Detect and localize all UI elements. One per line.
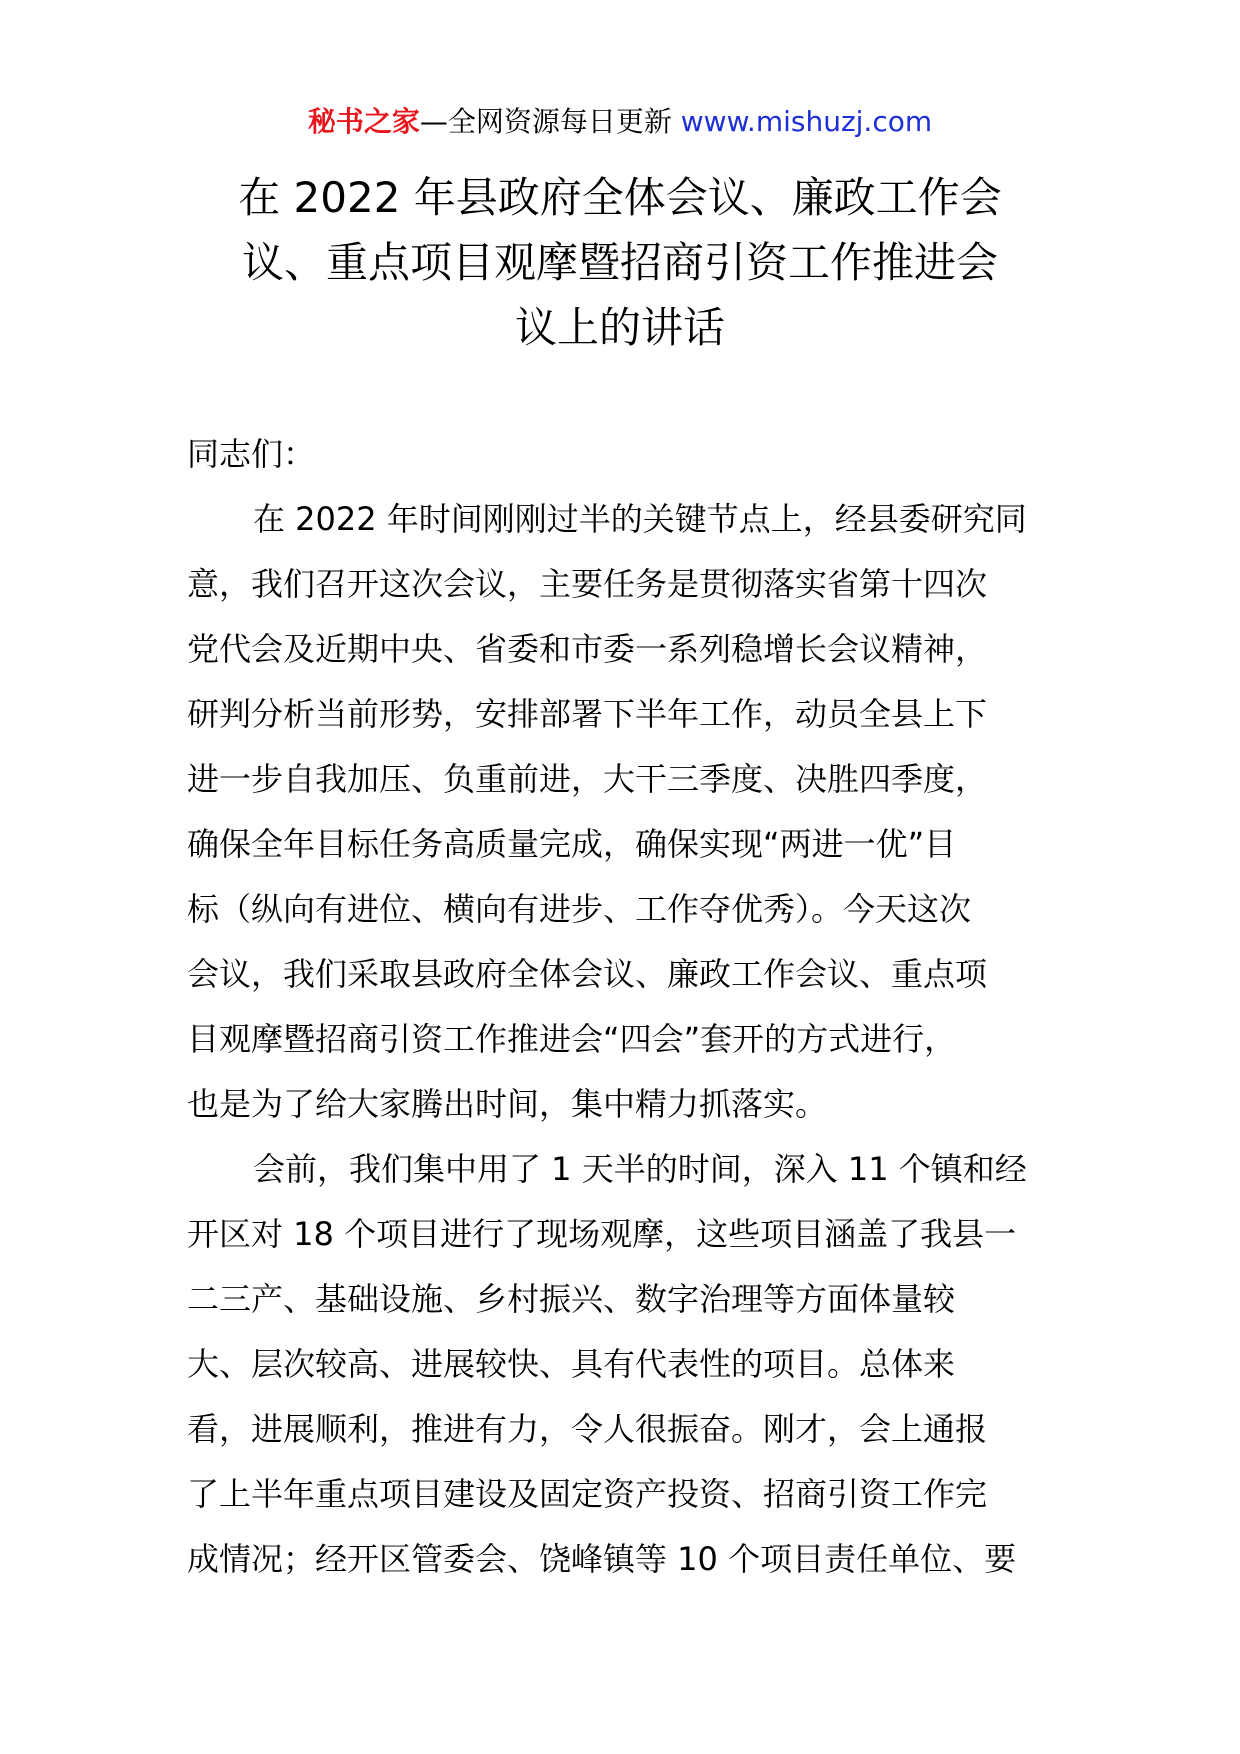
brand-name: 秘书之家	[307, 105, 420, 138]
paragraph	[187, 487, 1053, 1137]
document-body	[187, 422, 1053, 1592]
paragraph-line: 进一步自我加压、负重前进，大干三季度、决胜四季度，	[187, 760, 988, 798]
brand-slogan: —全网资源每日更新	[419, 105, 681, 138]
paragraph	[187, 1137, 1053, 1592]
paragraph-line: 会议，我们采取县政府全体会议、廉政工作会议、重点项	[187, 955, 988, 993]
paragraph-line: 了上半年重点项目建设及固定资产投资、招商引资工作完	[187, 1475, 988, 1513]
salutation: 同志们：	[187, 435, 316, 473]
paragraph-line: 会前，我们集中用了 1 天半的时间，深入 11 个镇和经	[253, 1150, 1027, 1188]
paragraph-line: 在 2022 年时间刚刚过半的关键节点上，经县委研究同	[253, 500, 1027, 538]
document-title	[180, 165, 1060, 360]
paragraph-line: 标（纵向有进位、横向有进步、工作夺优秀）。今天这次	[187, 890, 972, 928]
title-line: 议、重点项目观摩暨招商引资工作推进会	[241, 238, 998, 287]
paragraph-line: 意，我们召开这次会议，主要任务是贯彻落实省第十四次	[187, 565, 988, 603]
paragraph-line: 研判分析当前形势，安排部署下半年工作，动员全县上下	[187, 695, 988, 733]
paragraph-line: 目观摩暨招商引资工作推进会“四会”套开的方式进行，	[187, 1020, 957, 1058]
paragraph-line: 党代会及近期中央、省委和市委一系列稳增长会议精神，	[187, 630, 988, 668]
paragraph-line: 也是为了给大家腾出时间，集中精力抓落实。	[187, 1085, 828, 1123]
paragraph-line: 大、层次较高、进展较快、具有代表性的项目。总体来	[187, 1345, 956, 1383]
paragraph-line: 看，进展顺利，推进有力，令人很振奋。刚才，会上通报	[187, 1410, 988, 1448]
paragraph-line: 开区对 18 个项目进行了现场观摩，这些项目涵盖了我县一	[187, 1215, 1017, 1253]
title-line: 议上的讲话	[514, 303, 725, 352]
watermark-header	[0, 102, 1240, 142]
paragraph-line: 二三产、基础设施、乡村振兴、数字治理等方面体量较	[187, 1280, 956, 1318]
paragraph-line: 确保全年目标任务高质量完成，确保实现“两进一优”目	[187, 825, 957, 863]
paragraph-line: 成情况；经开区管委会、饶峰镇等 10 个项目责任单位、要	[187, 1540, 1017, 1578]
title-line: 在 2022 年县政府全体会议、廉政工作会	[238, 173, 1002, 222]
site-url[interactable]: www.mishuzj.com	[680, 105, 933, 138]
